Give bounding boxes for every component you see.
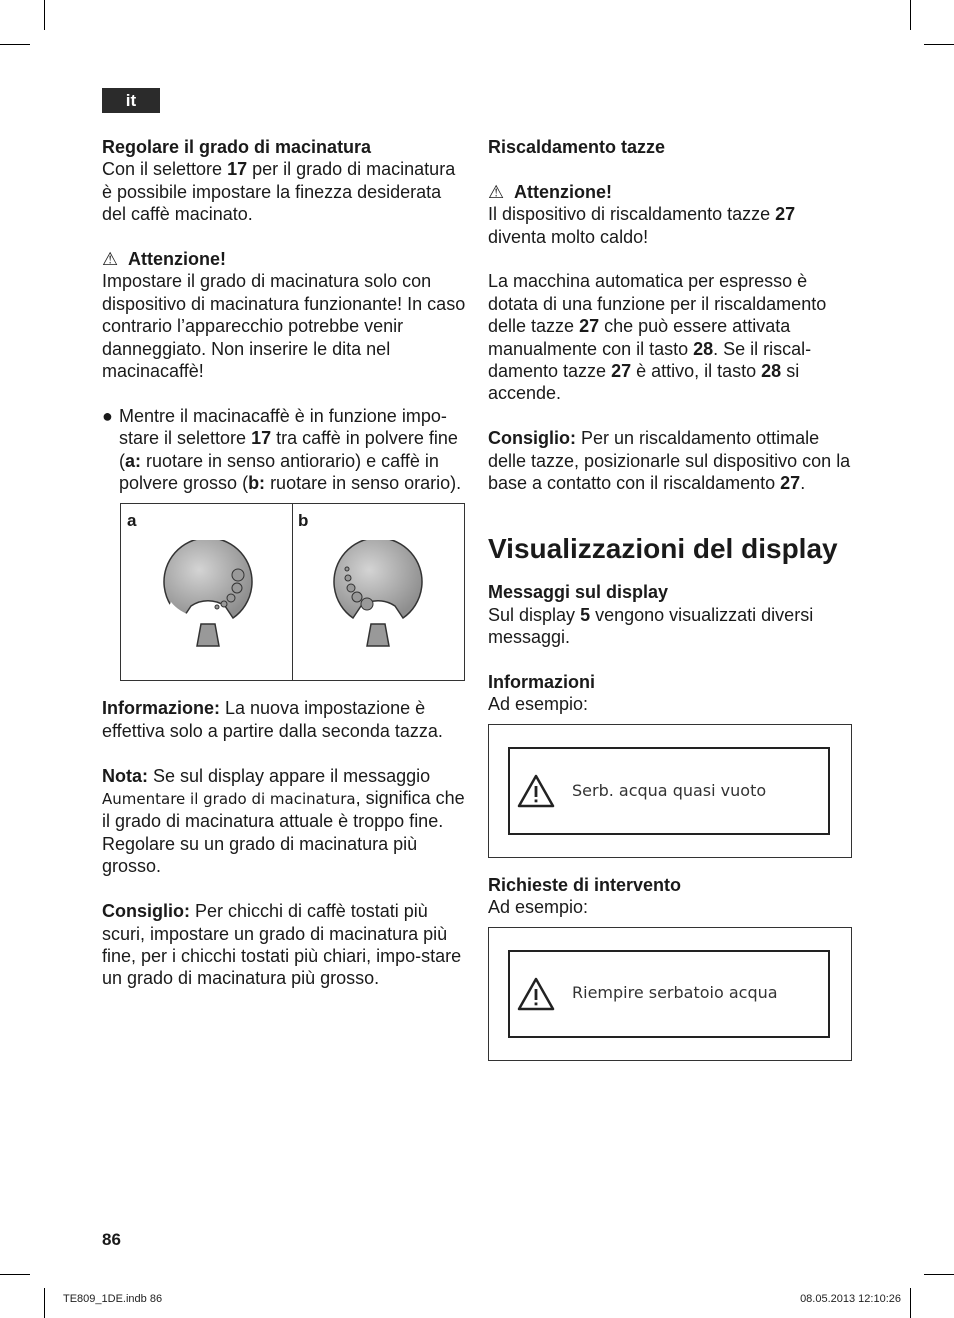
warning-icon: ⚠ xyxy=(488,181,505,202)
paragraph: Con il selettore 17 per il grado di macinatura è possibile impostare la finezza desiderata del caffè macinato. xyxy=(102,159,456,225)
page-number: 86 xyxy=(102,1230,121,1249)
page-title: Visualizzazioni del display xyxy=(488,533,838,565)
display-message: Aumentare il grado di macinatura xyxy=(102,790,356,809)
warning-triangle-icon xyxy=(516,976,556,1012)
warning-text: Impostare il grado di macinatura solo con dispositivo di macinatura funzionante! In caso contrario l’apparecchio potrebbe venir danneggiato. Non inserire le dita nel macinacaffè! xyxy=(102,271,466,382)
display-screen xyxy=(508,950,830,1038)
left-column xyxy=(102,136,466,990)
warning-heading: ⚠ Attenzione! xyxy=(488,181,612,202)
right-column xyxy=(488,136,854,1061)
bullet-icon: ● xyxy=(102,405,113,426)
list-item: ● Mentre il macinacaffè è in funzione impo-stare il selettore 17 tra caffè in polvere fine (a: ruotare in senso antiorario) e caffè in polvere grosso (b: ruotare in senso orario). xyxy=(102,405,462,494)
example-label: Ad esempio: xyxy=(488,897,589,918)
figure-label-b: b xyxy=(298,511,309,531)
display-message: Riempire serbatoio acqua xyxy=(572,983,778,1003)
crop-mark xyxy=(924,44,954,45)
display-example xyxy=(488,927,852,1061)
figure-label-a: a xyxy=(127,511,137,531)
crop-mark xyxy=(44,0,45,30)
warning-triangle-icon xyxy=(516,773,556,809)
display-message: Serb. acqua quasi vuoto xyxy=(572,780,767,800)
footer-file: TE809_1DE.indb 86 xyxy=(63,1293,163,1305)
footer-timestamp: 08.05.2013 12:10:26 xyxy=(800,1293,901,1305)
crop-mark xyxy=(910,1288,911,1318)
note-paragraph: Nota: Se sul display appare il messaggio Aumentare il grado di macinatura, significa che il grado di macinatura attuale è troppo fine. Regolare su un grado di macinatura più grosso. xyxy=(102,765,465,877)
tip-paragraph: Consiglio: Per un riscaldamento ottimale delle tazze, posizionarle sul dispositivo con la base a contatto con il riscaldamento 27. xyxy=(488,428,851,494)
paragraph: La macchina automatica per espresso è dotata di una funzione per il riscaldamento delle tazze 27 che può essere attivata manualmente con il tasto 28. Se il riscal-damento tazze 27 è attivo, il tasto 28 si accende. xyxy=(488,271,827,404)
section-heading: Messaggi sul display xyxy=(488,582,669,603)
crop-mark xyxy=(0,1274,30,1275)
section-heading: Regolare il grado di macinatura xyxy=(102,137,372,157)
crop-mark xyxy=(910,0,911,30)
section-heading: Riscaldamento tazze xyxy=(488,137,666,157)
display-screen xyxy=(508,747,830,835)
tip-paragraph: Consiglio: Per chicchi di caffè tostati più scuri, impostare un grado di macinatura più fine, per i chicchi tostati più chiari, impo-stare un grado di macinatura più grosso. xyxy=(102,901,462,989)
display-example xyxy=(488,724,852,858)
grinder-knob-icon xyxy=(153,540,263,652)
warning-text: Il dispositivo di riscaldamento tazze 27 diventa molto caldo! xyxy=(488,204,796,247)
warning-icon: ⚠ xyxy=(102,249,119,270)
section-heading: Informazioni xyxy=(488,672,595,693)
crop-mark xyxy=(44,1288,45,1318)
language-tab: it xyxy=(102,88,160,113)
section-heading: Richieste di intervento xyxy=(488,874,682,895)
paragraph: Sul display 5 vengono visualizzati diversi messaggi. xyxy=(488,604,814,648)
example-label: Ad esempio: xyxy=(488,694,589,715)
crop-mark xyxy=(0,44,30,45)
crop-mark xyxy=(924,1274,954,1275)
grinder-knob-icon xyxy=(323,540,433,652)
info-paragraph: Informazione: La nuova impostazione è effettiva solo a partire dalla seconda tazza. xyxy=(102,698,443,741)
warning-heading: ⚠ Attenzione! xyxy=(102,249,226,270)
grinder-figure xyxy=(120,503,465,681)
